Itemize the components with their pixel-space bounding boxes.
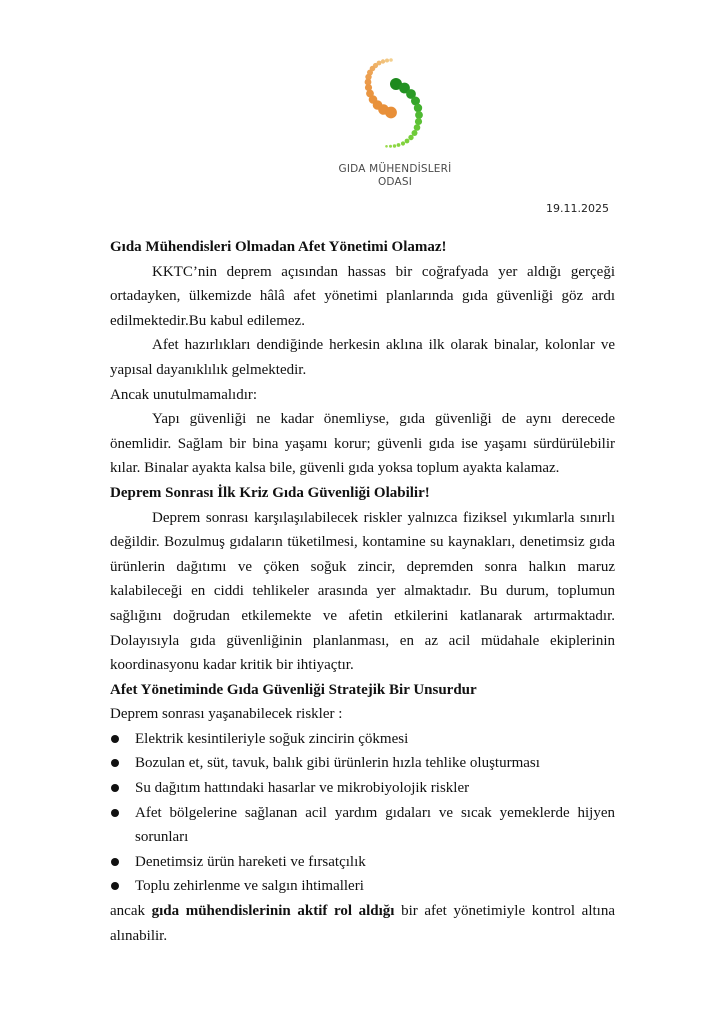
document-body	[110, 235, 615, 948]
risks-intro: Deprem sonrası yaşanabilecek riskler :	[110, 706, 343, 723]
bullet-icon	[111, 735, 119, 743]
bullet-icon	[111, 858, 119, 866]
bullet-icon	[111, 759, 119, 767]
risks-list	[110, 727, 615, 899]
bullet-icon	[111, 882, 119, 890]
bullet-icon	[111, 809, 119, 817]
organization-name	[330, 163, 460, 189]
list-item: Afet bölgelerine sağlanan acil yardım gıdaları ve sıcak yemeklerde hijyen sorunları	[110, 801, 615, 850]
bullet-icon	[111, 784, 119, 792]
section-heading: Deprem Sonrası İlk Kriz Gıda Güvenliği Olabilir!	[110, 484, 430, 501]
list-item: Elektrik kesintileriyle soğuk zincirin çökmesi	[110, 727, 615, 752]
organization-name-line2: ODASI	[377, 176, 413, 188]
paragraph: Ancak unutulmamalıdır:	[110, 386, 258, 403]
closing-paragraph: ancak gıda mühendislerinin aktif rol aldığı bir afet yönetimiyle kontrol altına alınabilir.	[110, 903, 615, 944]
gida-muhendisleri-odasi-logo-icon	[346, 55, 446, 165]
list-item: Bozulan et, süt, tavuk, balık gibi ürünlerin hızla tehlike oluşturması	[110, 751, 615, 776]
list-item: Toplu zehirlenme ve salgın ihtimalleri	[110, 874, 615, 899]
paragraph: Deprem sonrası karşılaşılabilecek riskler yalnızca fiziksel yıkımlarla sınırlı değildir. Bozulmuş gıdaların tüketilmesi, kontamine su kaynakları, denetimsiz gıda ürünlerin dağıtımı ve çöken soğuk zincir, depremden sonra halkın maruz kalabileceği en ciddi tehlikeler arasında yer almaktadır. Bu durum, toplumun sağlığını doğrudan etkilemekte ve afetin etkilerini katlanarak artırmaktadır. Dolayısıyla gıda güvenliğinin planlanması, en az acil müdahale ekiplerinin koordinasyonu kadar kritik bir ihtiyaçtır.	[110, 509, 615, 674]
paragraph: KKTC’nin deprem açısından hassas bir coğrafyada yer aldığı gerçeği ortadayken, ülkemizde hâlâ afet yönetimi planlarında gıda güvenliği göz ardı edilmektedir.Bu kabul edilemez.	[110, 263, 615, 329]
paragraph: Afet hazırlıkları dendiğinde herkesin aklına ilk olarak binalar, kolonlar ve yapısal dayanıklılık gelmektedir.	[110, 337, 615, 378]
section-heading: Afet Yönetiminde Gıda Güvenliği Stratejik Bir Unsurdur	[110, 681, 477, 698]
document-date: 19.11.2025	[546, 202, 609, 215]
list-item: Su dağıtım hattındaki hasarlar ve mikrobiyolojik riskler	[110, 776, 615, 801]
document-title: Gıda Mühendisleri Olmadan Afet Yönetimi Olamaz!	[110, 239, 447, 255]
organization-name-line1: GIDA MÜHENDİSLERİ	[338, 163, 452, 175]
list-item: Denetimsiz ürün hareketi ve fırsatçılık	[110, 850, 615, 875]
paragraph: Yapı güvenliği ne kadar önemliyse, gıda güvenliği de aynı derecede önemlidir. Sağlam bir bina yaşamı korur; güvenli gıda ise yaşamı sürdürülebilir kılar. Binalar ayakta kalsa bile, güvenli gıda yoksa toplum ayakta kalamaz.	[110, 411, 615, 477]
closing-emphasis: gıda mühendislerinin aktif rol aldığı	[151, 903, 395, 920]
